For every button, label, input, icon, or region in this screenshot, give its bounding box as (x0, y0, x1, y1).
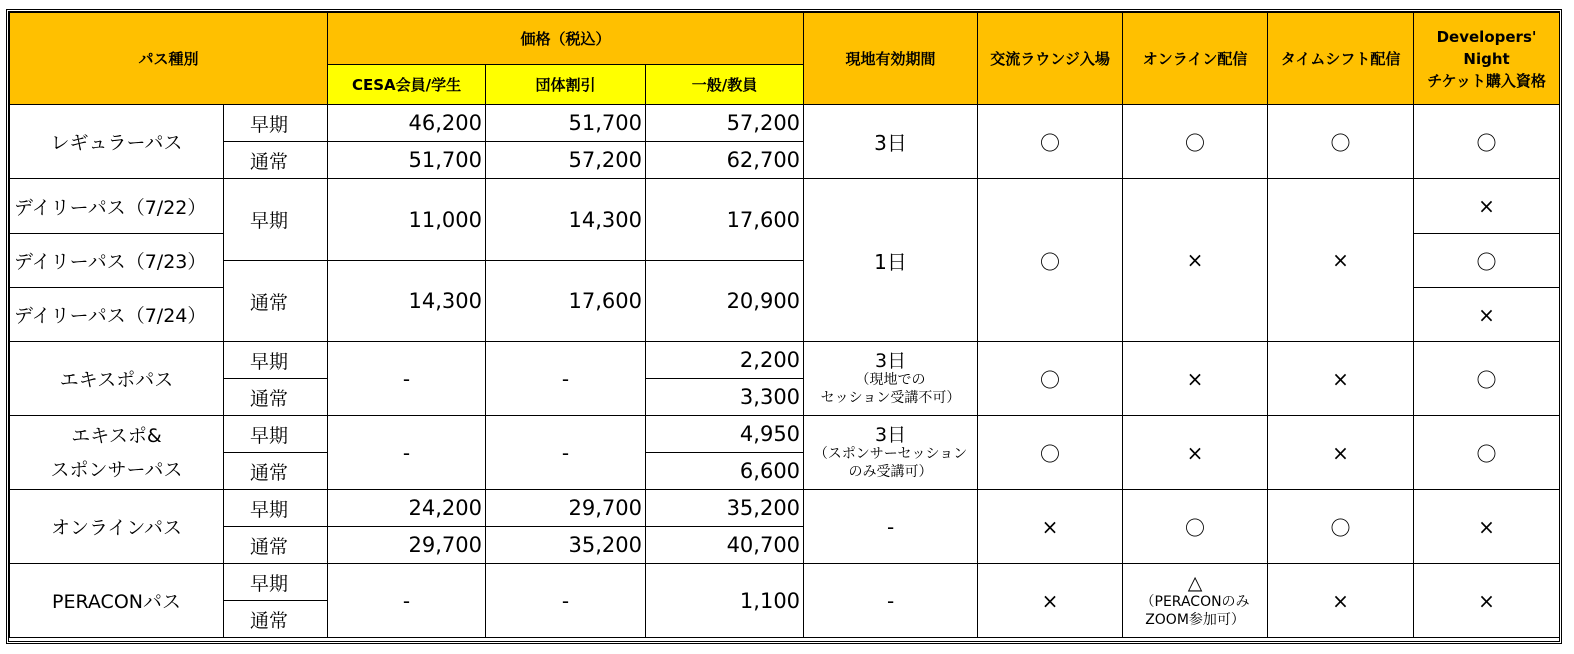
price-cell: 20,900 (646, 261, 804, 342)
validity-main: 3日 (875, 423, 907, 446)
header-dn-line1: Developers' (1436, 27, 1537, 46)
period-normal: 通常 (224, 261, 328, 342)
price-cell: 4,950 (646, 416, 804, 453)
table-row (10, 179, 1560, 207)
price-cell: 57,200 (646, 105, 804, 142)
dn-mark: 〇 (1414, 234, 1560, 288)
header-dn-line3: チケット購入資格 (1427, 71, 1546, 90)
period-early: 早期 (224, 490, 328, 527)
period-normal: 通常 (224, 379, 328, 416)
validity-main: 3日 (875, 349, 907, 372)
dn-mark: 〇 (1414, 105, 1560, 179)
period-early: 早期 (224, 342, 328, 379)
price-cell: 24,200 (328, 490, 486, 527)
dn-mark: × (1414, 564, 1560, 638)
header-timeshift: タイムシフト配信 (1268, 13, 1414, 105)
expo-sponsor-pass-name (10, 416, 224, 490)
price-cell: 2,200 (646, 342, 804, 379)
header-price: 価格（税込） (328, 13, 804, 65)
dn-mark: × (1414, 288, 1560, 342)
price-cell: 14,300 (328, 261, 486, 342)
price-cell: 3,300 (646, 379, 804, 416)
expo-sponsor-name-line2: スポンサーパス (50, 458, 183, 481)
header-online: オンライン配信 (1123, 13, 1268, 105)
table-row (10, 105, 1560, 142)
price-cell: 46,200 (328, 105, 486, 142)
expo-pass-name: エキスポパス (10, 342, 224, 416)
price-cell: 14,300 (486, 179, 646, 261)
online-mark: × (1123, 342, 1268, 416)
validity-note: （現地での (855, 371, 926, 388)
header-price-group: 団体割引 (486, 65, 646, 105)
timeshift-mark: × (1268, 416, 1414, 490)
validity-note: （スポンサーセッション (813, 445, 968, 462)
period-early: 早期 (224, 416, 328, 453)
online-mark: 〇 (1123, 105, 1268, 179)
timeshift-mark: 〇 (1268, 105, 1414, 179)
table-row (10, 416, 1560, 453)
validity-cell: 3日 (804, 105, 978, 179)
price-cell: - (486, 416, 646, 490)
period-early: 早期 (224, 564, 328, 601)
price-cell: - (486, 342, 646, 416)
daily-pass-name-2: デイリーパス（7/23） (10, 234, 224, 288)
header-lounge: 交流ラウンジ入場 (978, 13, 1123, 105)
header-developers-night (1414, 13, 1560, 105)
price-cell: 29,700 (328, 527, 486, 564)
period-normal: 通常 (224, 142, 328, 179)
validity-note: のみ受講可） (848, 463, 933, 480)
price-cell: - (328, 416, 486, 490)
daily-pass-name-3: デイリーパス（7/24） (10, 288, 224, 342)
price-cell: - (328, 342, 486, 416)
price-cell: 1,100 (646, 564, 804, 638)
validity-cell (804, 342, 978, 416)
timeshift-mark: × (1268, 179, 1414, 342)
price-cell: 29,700 (486, 490, 646, 527)
dn-mark: 〇 (1414, 416, 1560, 490)
period-normal: 通常 (224, 527, 328, 564)
online-note: （PERACONのみ (1140, 593, 1250, 610)
price-cell: 35,200 (486, 527, 646, 564)
price-cell: - (328, 564, 486, 638)
online-note: ZOOM参加可） (1145, 611, 1245, 628)
header-pass-type: パス種別 (10, 13, 328, 105)
regular-pass-name: レギュラーパス (10, 105, 224, 179)
validity-note: セッション受講不可） (820, 389, 961, 406)
price-cell: 62,700 (646, 142, 804, 179)
header-validity: 現地有効期間 (804, 13, 978, 105)
online-mark: 〇 (1123, 490, 1268, 564)
online-mark: △ (1187, 571, 1203, 594)
pass-price-table (9, 12, 1560, 638)
lounge-mark: × (978, 490, 1123, 564)
table-row (10, 564, 1560, 601)
price-cell: 11,000 (328, 179, 486, 261)
validity-cell (804, 416, 978, 490)
validity-cell: - (804, 564, 978, 638)
peracon-pass-name: PERACONパス (10, 564, 224, 638)
price-cell: 6,600 (646, 453, 804, 490)
period-early: 早期 (224, 179, 328, 261)
price-cell: 51,700 (486, 105, 646, 142)
lounge-mark: 〇 (978, 105, 1123, 179)
dn-mark: × (1414, 490, 1560, 564)
dn-mark: × (1414, 179, 1560, 234)
lounge-mark: 〇 (978, 342, 1123, 416)
expo-sponsor-name-line1: エキスポ& (71, 424, 162, 447)
price-cell: 17,600 (646, 179, 804, 261)
price-cell: - (486, 564, 646, 638)
online-mark: × (1123, 179, 1268, 342)
header-price-general: 一般/教員 (646, 65, 804, 105)
period-normal: 通常 (224, 453, 328, 490)
timeshift-mark: × (1268, 564, 1414, 638)
header-price-cesa: CESA会員/学生 (328, 65, 486, 105)
period-normal: 通常 (224, 601, 328, 638)
daily-pass-name-1: デイリーパス（7/22） (10, 179, 224, 234)
dn-mark: 〇 (1414, 342, 1560, 416)
price-cell: 57,200 (486, 142, 646, 179)
header-dn-line2: Night (1463, 49, 1510, 68)
price-cell: 35,200 (646, 490, 804, 527)
price-cell: 51,700 (328, 142, 486, 179)
online-mark-cell (1123, 564, 1268, 638)
lounge-mark: × (978, 564, 1123, 638)
validity-cell: 1日 (804, 179, 978, 342)
period-early: 早期 (224, 105, 328, 142)
table-row (10, 342, 1560, 379)
price-cell: 40,700 (646, 527, 804, 564)
price-cell: 17,600 (486, 261, 646, 342)
timeshift-mark: 〇 (1268, 490, 1414, 564)
online-pass-name: オンラインパス (10, 490, 224, 564)
table-row (10, 490, 1560, 527)
lounge-mark: 〇 (978, 179, 1123, 342)
validity-cell: - (804, 490, 978, 564)
online-mark: × (1123, 416, 1268, 490)
lounge-mark: 〇 (978, 416, 1123, 490)
timeshift-mark: × (1268, 342, 1414, 416)
